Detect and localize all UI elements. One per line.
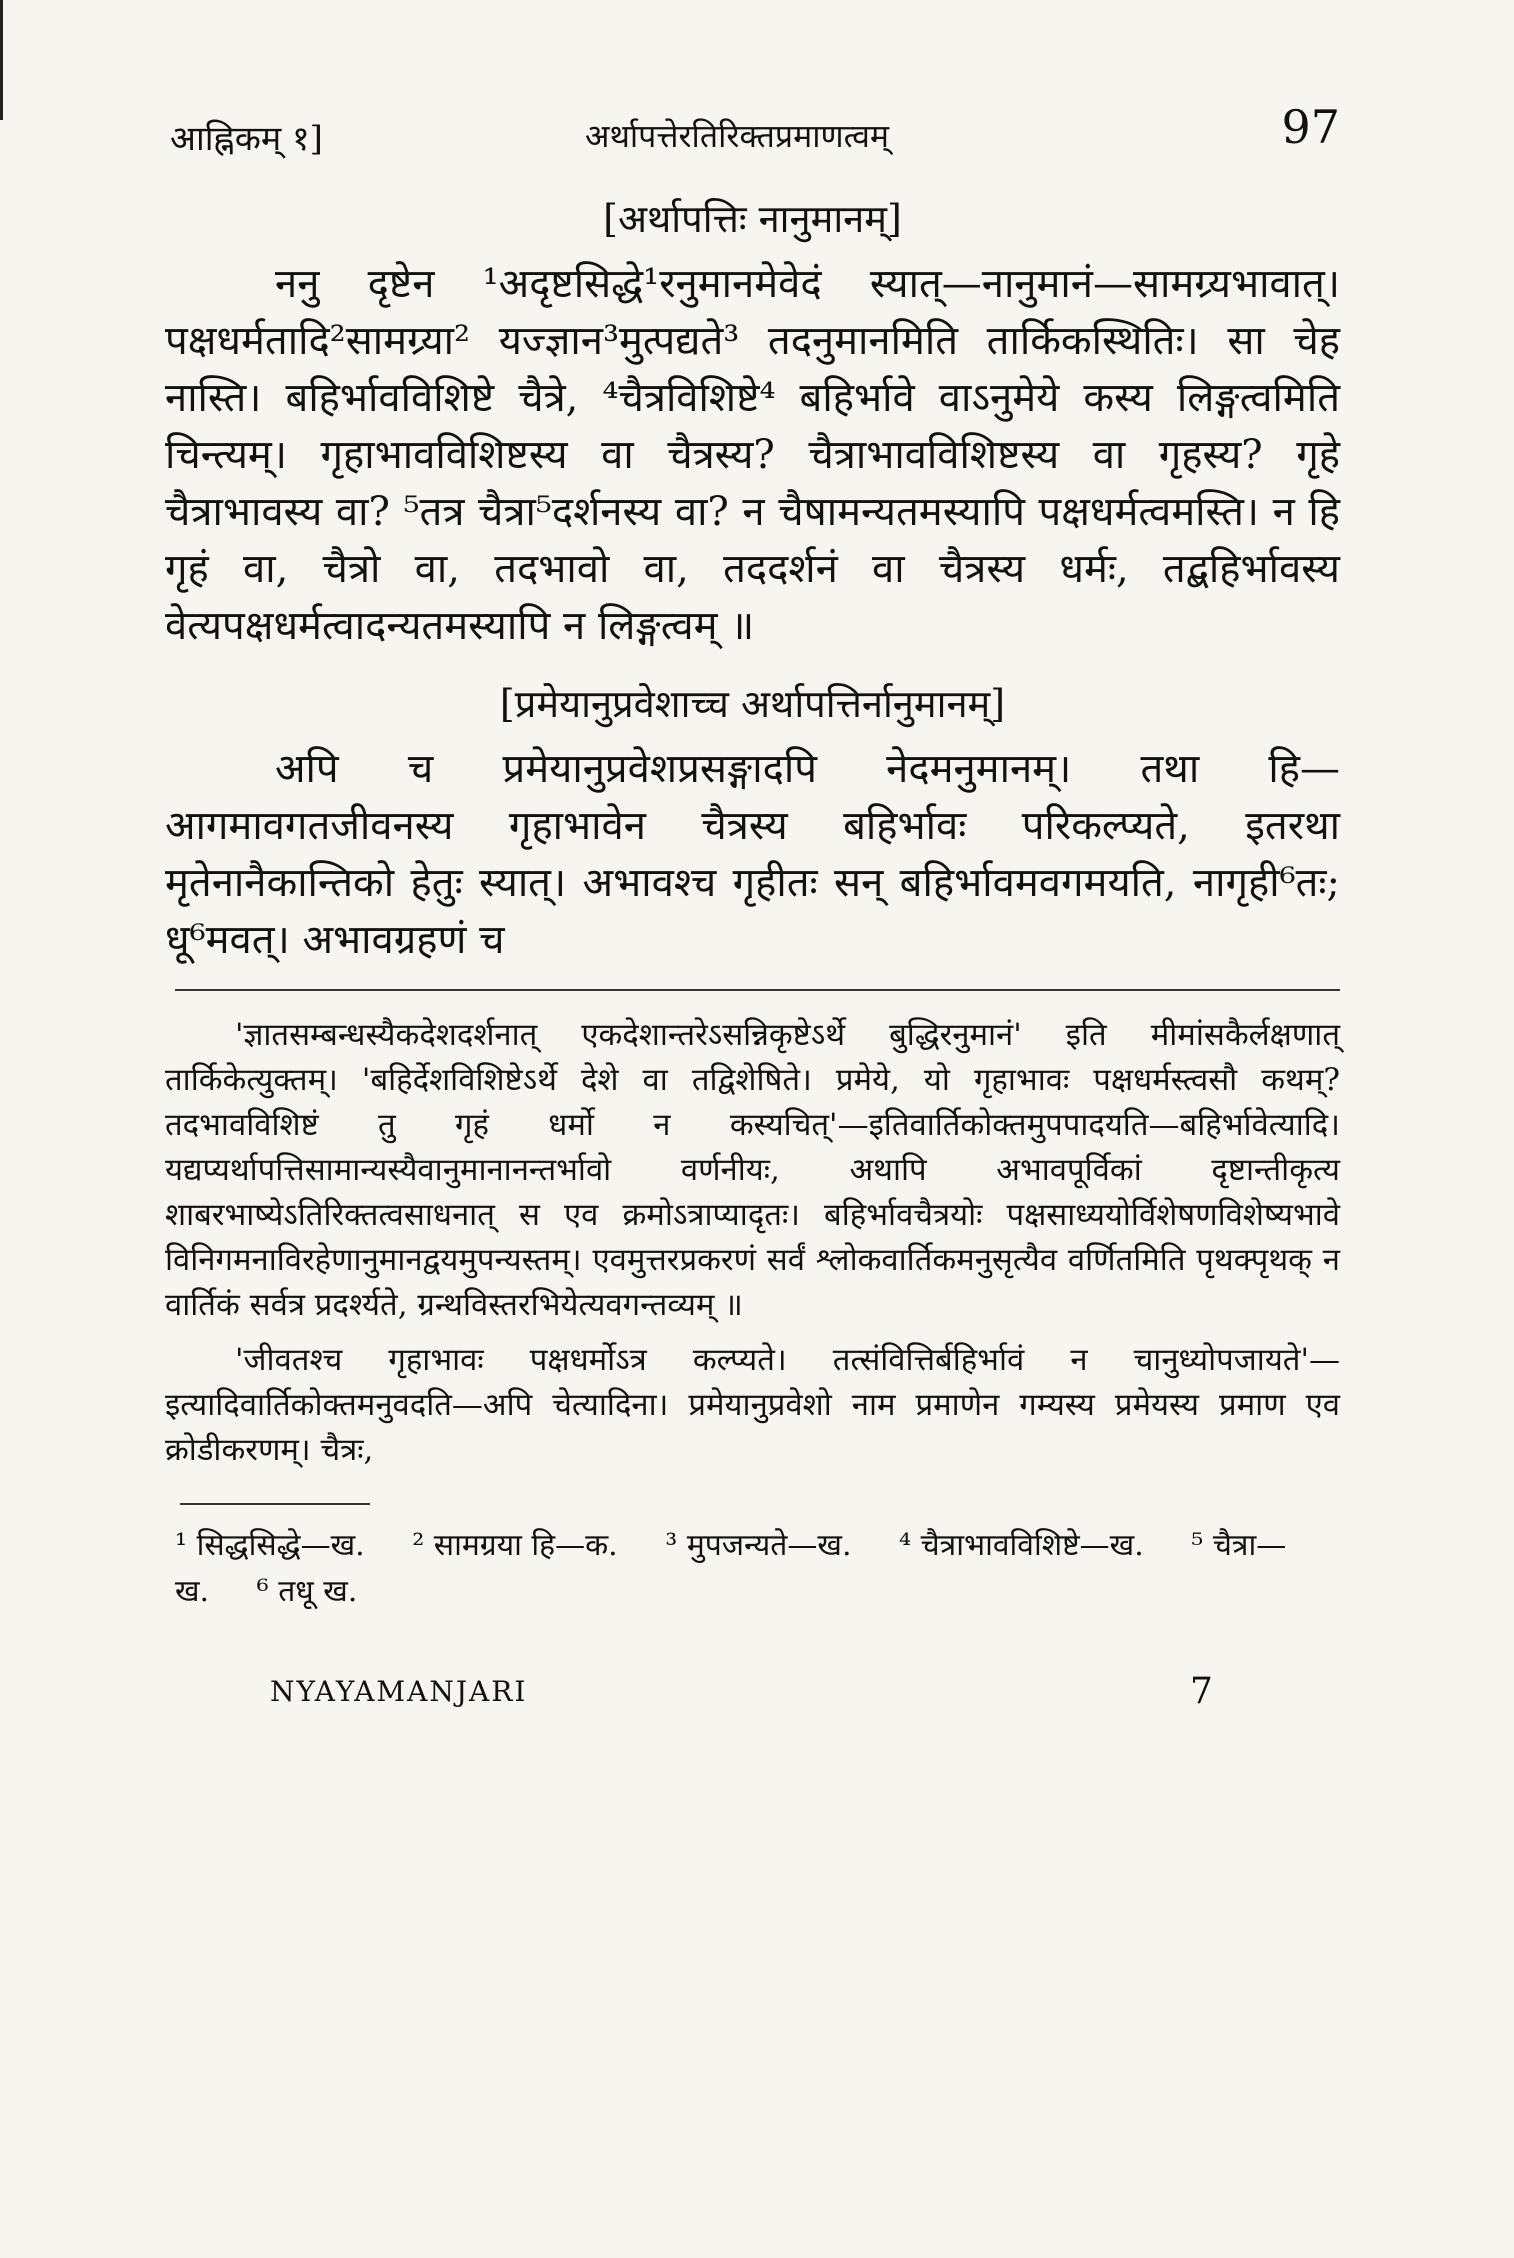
commentary-divider (175, 989, 1340, 991)
commentary-paragraph-2: 'जीवतश्च गृहाभावः पक्षधर्मोऽत्र कल्प्यते। तत्संवित्तिर्बहिर्भावं न चानुध्योपजायते'—इत्यादिवार्तिकोक्तमनुवदति—अपि चेत्यादिना। प्रमेयानुप्रवेशो नाम प्रमाणेन गम्यस्य प्रमेयस्य प्रमाण एव क्रोडीकरणम्। चैत्रः, (165, 1342, 1340, 1468)
main-paragraph-2: अपि च प्रमेयानुप्रवेशप्रसङ्गादपि नेदमनुमानम्। तथा हि—आगमावगतजीवनस्य गृहाभावेन चैत्रस्य बहिर्भावः परिकल्प्यते, इतरथा मृतेनानैकान्तिको हेतुः स्यात्। अभावश्च गृहीतः सन् बहिर्भावमवगमयति, नागृही⁶तः; धू⁶मवत्। अभावग्रहणं च (165, 746, 1340, 963)
variant-reading: ⁴ चैत्राभावविशिष्टे—ख. (899, 1528, 1144, 1563)
section-heading-1: [अर्थापत्तिः नानुमानम्] (603, 197, 902, 241)
footer-signature-number: 7 (1190, 1671, 1213, 1712)
header-chapter: आह्निकम् १] (170, 119, 323, 159)
page-edge-line (0, 0, 3, 120)
variant-reading: ¹ सिद्धसिद्धे—ख. (175, 1528, 365, 1563)
variant-reading: ⁶ तधू ख. (256, 1574, 358, 1609)
commentary-paragraph-1: 'ज्ञातसम्बन्धस्यैकदेशदर्शनात् एकदेशान्तरेऽसन्निकृष्टेऽर्थे बुद्धिरनुमानं' इति मीमांसकैर्लक्षणात् तार्किकेत्युक्तम्। 'बहिर्देशविशिष्टेऽर्थे देशे वा तद्विशेषिते। प्रमेये, यो गृहाभावः पक्षधर्मस्त्वसौ कथम्? तदभावविशिष्टं तु गृहं धर्मो न कस्यचित्'—इतिवार्तिकोक्तमुपपादयति—बहिर्भावेत्यादि। यद्यप्यर्थापत्तिसामान्यस्यैवानुमानानन्तर्भावो वर्णनीयः, अथापि अभावपूर्विकां दृष्टान्तीकृत्य शाबरभाष्येऽतिरिक्तत्वसाधनात् स एव क्रमोऽत्राप्यादृतः। बहिर्भावचैत्रयोः पक्षसाध्ययोर्विशेषणविशेष्यभावे विनिगमनाविरहेणानुमानद्वयमुपन्यस्तम्। एवमुत्तरप्रकरणं सर्वं श्लोकवार्तिकमनुसृत्यैव वर्णितमिति पृथक्पृथक् न वार्तिकं सर्वत्र प्रदर्श्यते, ग्रन्थविस्तरभियेत्यवगन्तव्यम् ॥ (165, 1017, 1340, 1323)
book-page (165, 100, 1340, 1725)
page-footer (165, 1671, 1340, 1725)
section-heading-2: [प्रमेयानुप्रवेशाच्च अर्थापत्तिर्नानुमानम्] (499, 682, 1006, 726)
variant-reading: ⁵ चैत्रा—ख. (175, 1528, 1287, 1609)
footer-book-title: NYAYAMANJARI (270, 1675, 528, 1708)
running-header (165, 100, 1340, 170)
variant-reading: ³ मुपजन्यते—ख. (665, 1528, 852, 1563)
main-paragraph-1: ननु दृष्टेन ¹अदृष्टसिद्धे¹रनुमानमेवेदं स्यात्—नानुमानं—सामग्र्यभावात्। पक्षधर्मतादि²सामग्र्या² यज्ज्ञान³मुत्पद्यते³ तदनुमानमिति तार्किकस्थितिः। सा चेह नास्ति। बहिर्भावविशिष्टे चैत्रे, ⁴चैत्रविशिष्टे⁴ बहिर्भावे वाऽनुमेये कस्य लिङ्गत्वमिति चिन्त्यम्। गृहाभावविशिष्टस्य वा चैत्रस्य? चैत्राभावविशिष्टस्य वा गृहस्य? गृहे चैत्राभावस्य वा? ⁵तत्र चैत्रा⁵दर्शनस्य वा? न चैषामन्यतमस्यापि पक्षधर्मत्वमस्ति। न हि गृहं वा, चैत्रो वा, तदभावो वा, तददर्शनं वा चैत्रस्य धर्मः, तद्बहिर्भावस्य वेत्यपक्षधर्मत्वादन्यतमस्यापि न लिङ्गत्वम् ॥ (165, 261, 1340, 649)
header-title: अर्थापत्तेरतिरिक्तप्रमाणत्वम् (585, 117, 890, 155)
page-number: 97 (1281, 100, 1340, 154)
variant-reading: ² सामग्रया हि—क. (412, 1528, 618, 1563)
variants-divider (180, 1503, 370, 1505)
variant-readings (165, 1523, 1340, 1615)
